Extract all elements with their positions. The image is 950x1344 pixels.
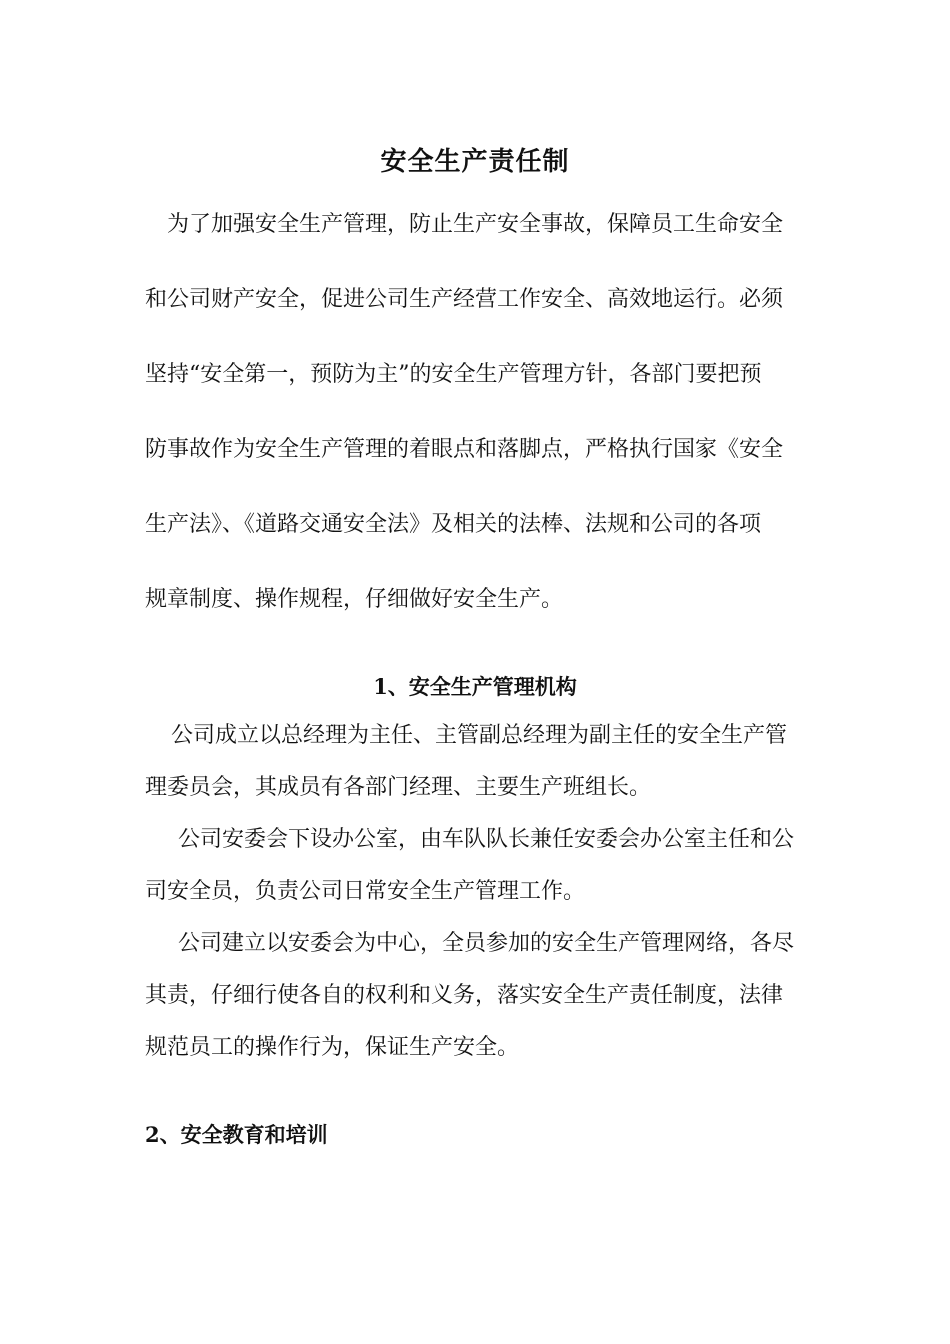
intro-line: 为了加强安全生产管理，防止生产安全事故，保障员工生命安全	[167, 212, 784, 237]
section-line: 司安全员，负责公司日常安全生产管理工作。	[145, 879, 586, 904]
intro-line: 和公司财产安全，促进公司生产经营工作安全、高效地运行。必须	[145, 287, 784, 312]
section-line: 公司安委会下设办公室，由车队队长兼任安委会办公室主任和公	[178, 827, 795, 852]
section-heading: 2、安全教育和培训	[145, 1122, 328, 1147]
intro-line: 防事故作为安全生产管理的着眼点和落脚点，严格执行国家《安全	[145, 437, 784, 462]
section-line: 公司成立以总经理为主任、主管副总经理为副主任的安全生产管	[171, 723, 788, 748]
intro-line: 坚持“安全第一，预防为主”的安全生产管理方针，各部门要把预	[145, 362, 762, 387]
intro-line: 生产法》、《道路交通安全法》及相关的法棒、法规和公司的各项	[145, 512, 762, 537]
intro-line: 规章制度、操作规程，仔细做好安全生产。	[145, 587, 564, 612]
document-title: 安全生产责任制	[380, 147, 570, 177]
section-line: 理委员会，其成员有各部门经理、主要生产班组长。	[145, 775, 652, 800]
intro-paragraph	[145, 202, 795, 652]
section-line: 规范员工的操作行为，保证生产安全。	[145, 1035, 520, 1060]
section-body	[145, 715, 825, 1079]
section-line: 公司建立以安委会为中心，全员参加的安全生产管理网络，各尽	[178, 931, 795, 956]
section-heading: 1、安全生产管理机构	[373, 674, 577, 699]
section-line: 其责，仔细行使各自的权利和义务，落实安全生产责任制度，法律	[145, 983, 784, 1008]
